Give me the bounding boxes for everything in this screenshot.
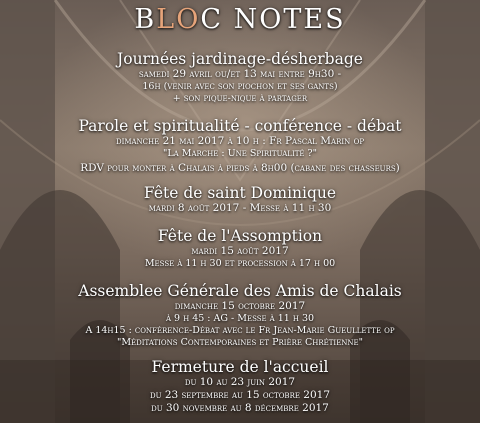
section-saint-dominique — [0, 184, 480, 215]
section-line: dimanche 15 octobre 2017 — [174, 300, 306, 312]
section-heading: Journées jardinage-désherbage — [117, 50, 363, 68]
section-line: dimanche 21 mai 2017 à 10 h : Fr Pascal Marin op — [115, 135, 365, 147]
section-line: "La Marche : Une Spiritualité ?" — [163, 148, 317, 159]
section-line: RDV pour monter à Chalais à pieds à 8h00 (cabane des chasseurs) — [80, 162, 400, 174]
section-fermeture — [0, 358, 480, 415]
section-conference — [0, 117, 480, 175]
section-line: à 9 h 45 : AG - Messe à 11 h 30 — [165, 313, 315, 324]
section-jardinage — [0, 50, 480, 105]
section-heading: Assemblee Générale des Amis de Chalais — [78, 282, 402, 300]
section-heading: Fermeture de l'accueil — [151, 358, 329, 376]
title-part: B — [134, 4, 157, 35]
section-heading: Fête de l'Assomption — [157, 227, 323, 245]
section-line: 16h (venir avec son piochon et ses gants) — [142, 81, 338, 92]
section-line: A 14h15 : conférence-Débat avec le Fr Jean-Marie Gueullette op — [85, 325, 395, 336]
section-heading: Parole et spiritualité - conférence - débat — [78, 117, 402, 135]
section-line: du 10 au 23 juin 2017 — [184, 376, 296, 388]
section-heading: Fête de saint Dominique — [143, 184, 337, 202]
section-line: mardi 15 août 2017 — [191, 245, 289, 257]
section-line: du 23 septembre au 15 octobre 2017 — [149, 389, 331, 401]
page-title — [0, 4, 480, 35]
section-line: "Méditations Contemporaines et Prière Chrétienne" — [116, 337, 364, 348]
section-assemblee — [0, 282, 480, 349]
section-assomption — [0, 227, 480, 270]
section-line: samedi 29 avril ou/et 13 mai entre 9h30 - — [138, 68, 342, 80]
section-line: du 30 novembre au 8 décembre 2017 — [151, 402, 329, 414]
section-line: mardi 8 août 2017 - Messe à 11 h 30 — [148, 202, 332, 214]
section-line: Messe à 11 h 30 et procession à 17 h 00 — [144, 258, 336, 269]
section-line: + son pique-nique à partager — [172, 93, 308, 104]
title-part: C NOTES — [200, 4, 346, 35]
title-part-accent: LO — [156, 4, 201, 35]
